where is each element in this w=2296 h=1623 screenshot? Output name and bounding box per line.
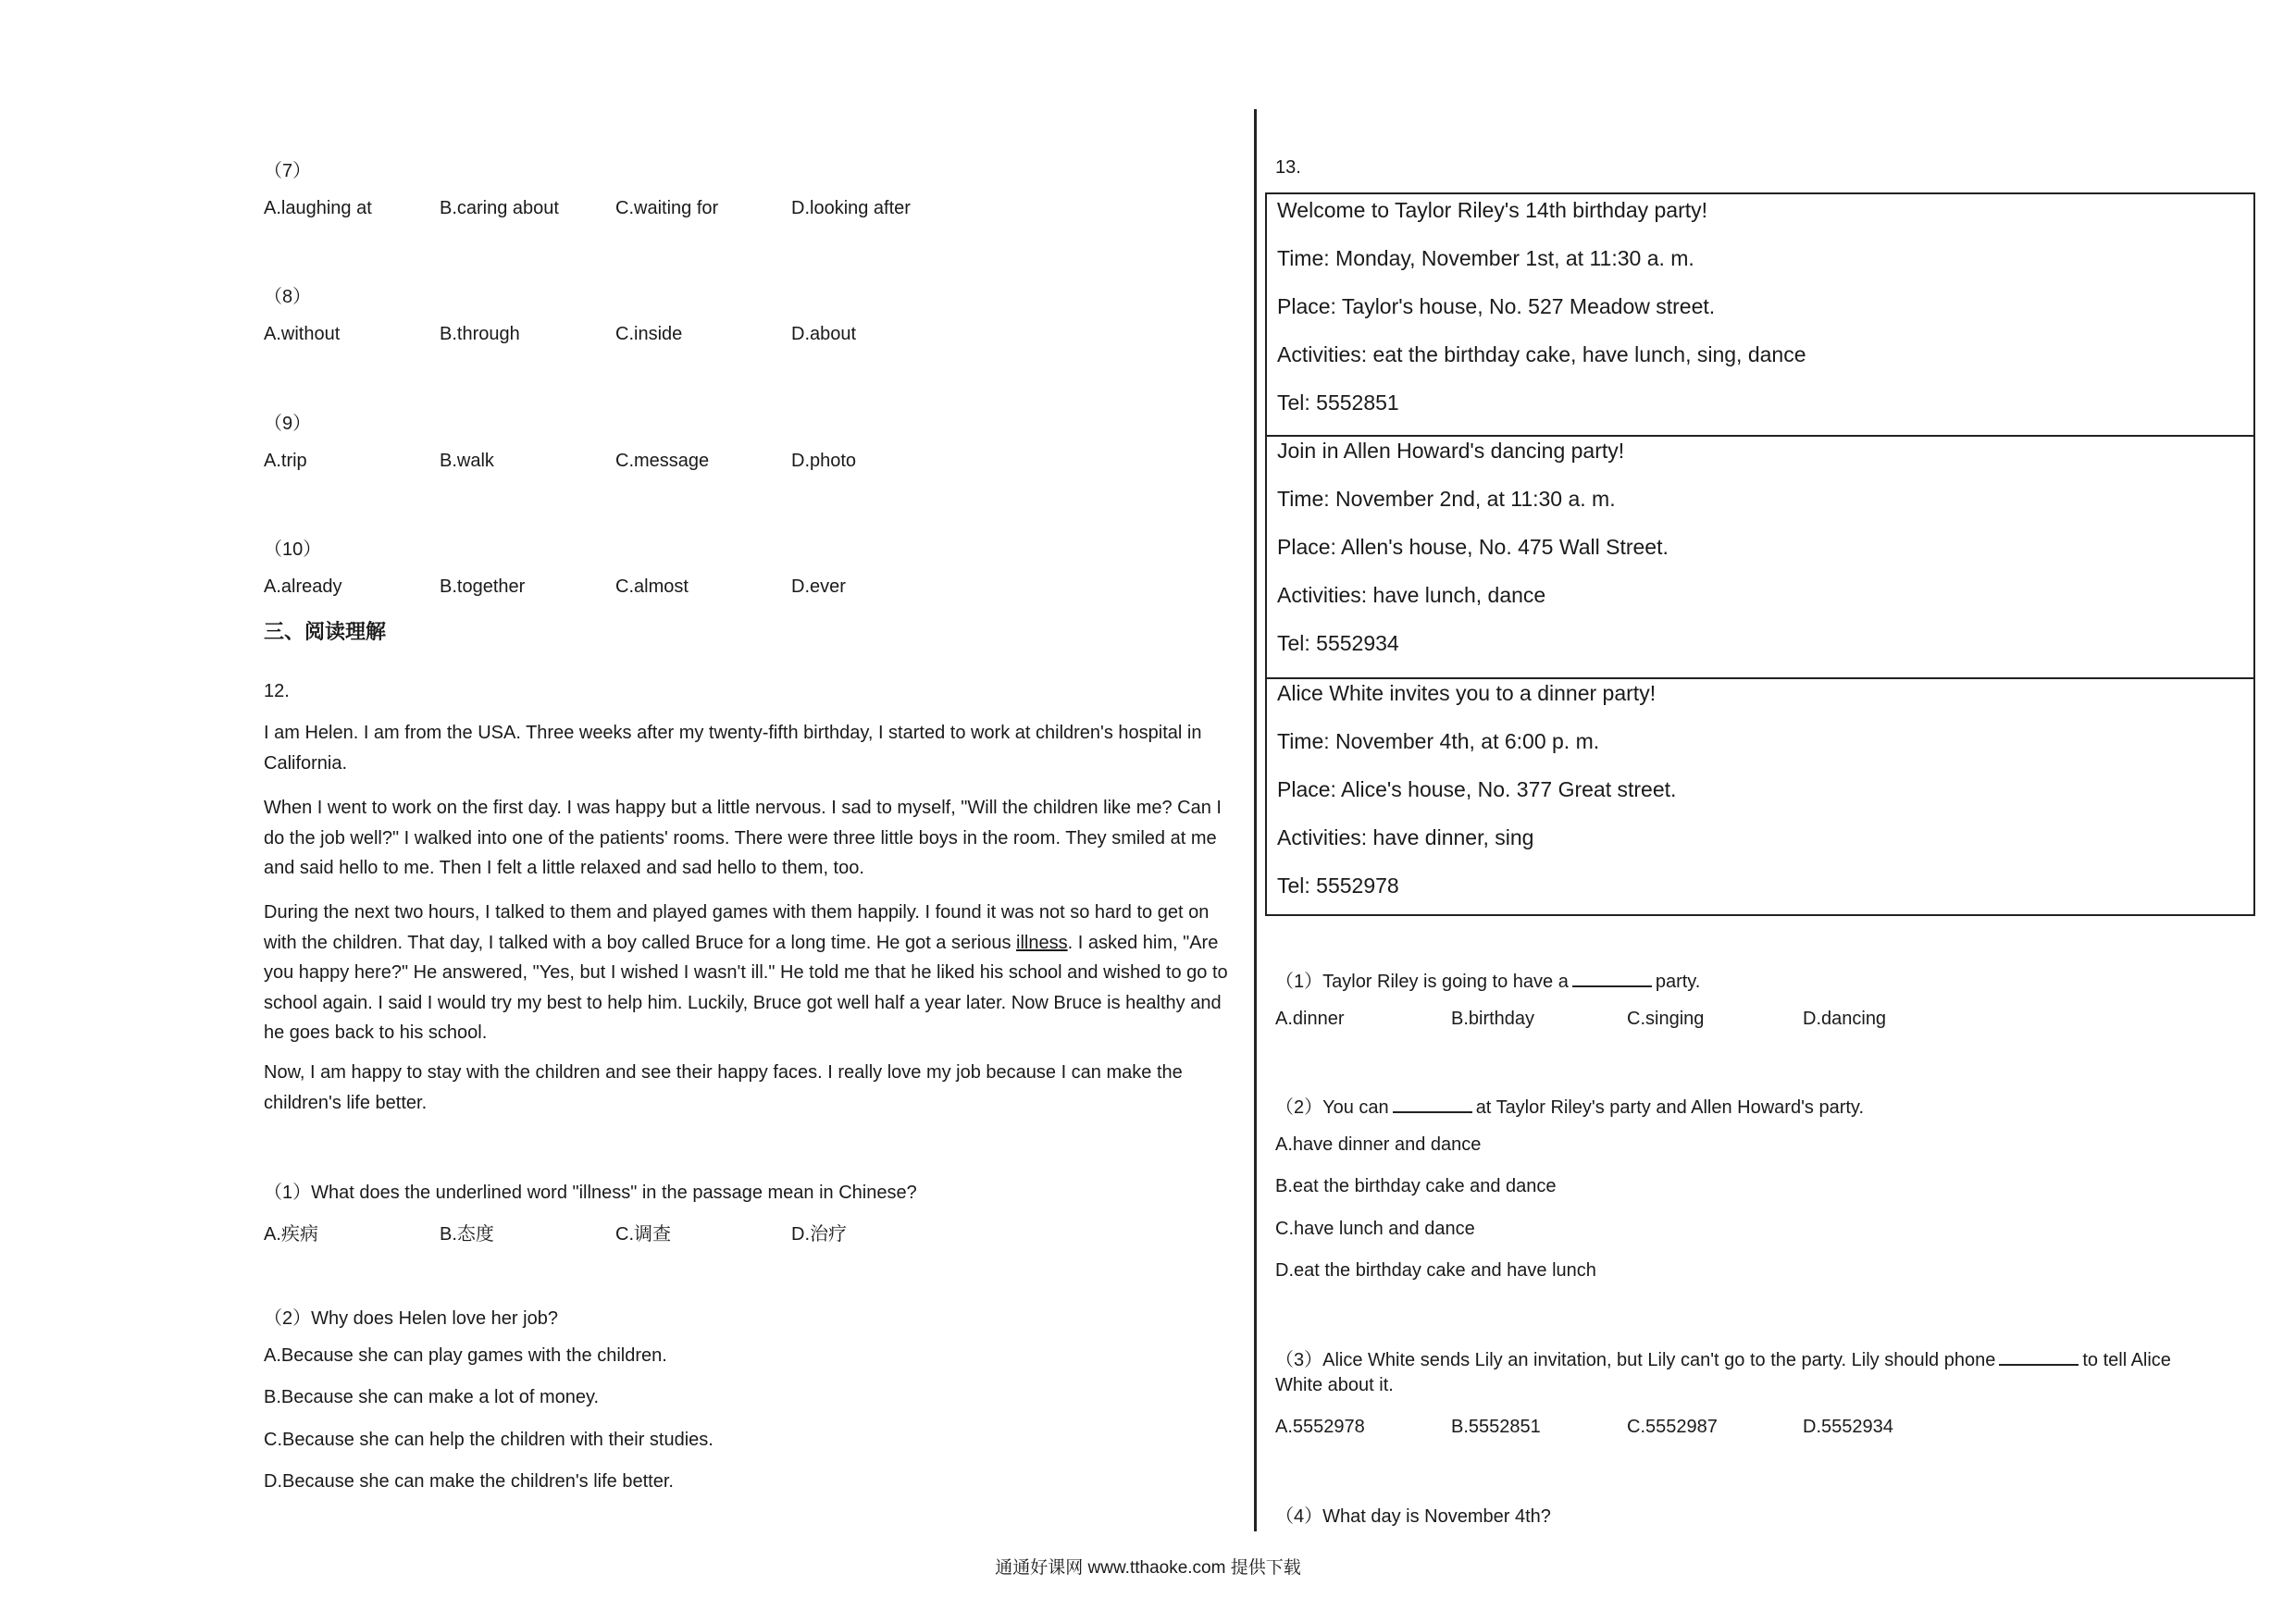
notice-allen-howard	[1267, 437, 2253, 679]
option-13-3d: D.5552934	[1803, 1417, 1893, 1437]
option-12-1a: A.疾病	[264, 1224, 318, 1245]
page-footer: 通通好课网 www.tthaoke.com 提供下载	[995, 1558, 1301, 1578]
option-7c: C.waiting for	[615, 198, 719, 218]
option-8a: A.without	[264, 324, 341, 344]
passage-paragraph-1: I am Helen. I am from the USA. Three weeks after my twenty-fifth birthday, I started to work at children's hospital in California.	[264, 723, 1202, 774]
option-13-2c: C.have lunch and dance	[1275, 1219, 1475, 1239]
option-12-2b: B.Because she can make a lot of money.	[264, 1387, 600, 1407]
question-13-3-start: （3）Alice White sends Lily an invitation, but Lily can't go to the party. Lily should phone	[1275, 1350, 1996, 1370]
option-7d: D.looking after	[791, 198, 911, 218]
notice-3-tel: Tel: 5552978	[1277, 873, 1399, 898]
notice-3-time: Time: November 4th, at 6:00 p. m.	[1277, 729, 1600, 753]
question-number-10: （10）	[264, 539, 322, 560]
notice-1-title: Welcome to Taylor Riley's 14th birthday party!	[1277, 198, 1708, 222]
passage-paragraph-3	[264, 898, 1234, 1048]
answer-blank	[1999, 1363, 2079, 1366]
notice-2-title: Join in Allen Howard's dancing party!	[1277, 439, 1625, 463]
question-12-2-text: （2）Why does Helen love her job?	[264, 1308, 558, 1329]
question-13-4-text: （4）What day is November 4th?	[1275, 1506, 1551, 1527]
notice-alice-white	[1267, 679, 2253, 916]
option-13-1b: B.birthday	[1451, 1009, 1535, 1029]
notice-1-tel: Tel: 5552851	[1277, 390, 1399, 415]
question-number-7: （7）	[264, 161, 312, 181]
passage-paragraph-4: Now, I am happy to stay with the children and see their happy faces. I really love my job because I can make the children's life better.	[264, 1062, 1183, 1113]
option-9c: C.message	[615, 451, 710, 471]
notice-taylor-riley	[1267, 194, 2253, 437]
option-10a: A.already	[264, 576, 342, 597]
option-13-2a: A.have dinner and dance	[1275, 1134, 1482, 1155]
passage-paragraph-3-start: During the next two hours, I talked to them and played games with them happily. I found it was not so hard to get on with the children. That day, I talked with a boy called Bruce for a long time. He got a serious	[264, 902, 1210, 953]
option-9b: B.walk	[440, 451, 494, 471]
notice-2-place: Place: Allen's house, No. 475 Wall Street.	[1277, 535, 1669, 559]
option-13-1d: D.dancing	[1803, 1009, 1887, 1029]
question-13-number: 13.	[1275, 157, 1301, 178]
option-13-2d: D.eat the birthday cake and have lunch	[1275, 1260, 1596, 1281]
question-13-2-start: （2）You can	[1275, 1097, 1389, 1118]
option-8c: C.inside	[615, 324, 683, 344]
option-9d: D.photo	[791, 451, 857, 471]
notice-2-tel: Tel: 5552934	[1277, 631, 1399, 655]
notice-3-place: Place: Alice's house, No. 377 Great street.	[1277, 777, 1677, 801]
option-10d: D.ever	[791, 576, 846, 597]
answer-blank	[1393, 1110, 1472, 1113]
option-8d: D.about	[791, 324, 857, 344]
option-12-1d: D.治疗	[791, 1224, 847, 1245]
option-10c: C.almost	[615, 576, 689, 597]
option-7b: B.caring about	[440, 198, 559, 218]
question-13-2-end: at Taylor Riley's party and Allen Howard's party.	[1475, 1097, 1864, 1118]
notice-1-place: Place: Taylor's house, No. 527 Meadow street.	[1277, 294, 1716, 318]
question-13-3-text-line-2: White about it.	[1275, 1375, 1394, 1395]
option-7a: A.laughing at	[264, 198, 372, 218]
question-13-1-end: party.	[1655, 972, 1701, 992]
notice-3-title: Alice White invites you to a dinner party!	[1277, 681, 1657, 705]
option-9a: A.trip	[264, 451, 307, 471]
notice-1-time: Time: Monday, November 1st, at 11:30 a. m.	[1277, 246, 1694, 270]
underlined-word-illness: illness	[1016, 932, 1068, 953]
passage-paragraph-3-end: . I asked him, "Are you happy here?" He answered, "Yes, but I wished I wasn't ill." He told me that he liked his school and wished to go to school again. I said I would try my best to help him. Luckily, Bruce got well half a year later. Now Bruce is healthy and he goes back to his school.	[264, 932, 1228, 1043]
option-13-1c: C.singing	[1627, 1009, 1705, 1029]
option-12-2d: D.Because she can make the children's life better.	[264, 1471, 674, 1492]
option-13-3a: A.5552978	[1275, 1417, 1365, 1437]
question-number-9: （9）	[264, 414, 312, 434]
option-12-2a: A.Because she can play games with the children.	[264, 1345, 667, 1366]
option-13-2b: B.eat the birthday cake and dance	[1275, 1176, 1557, 1196]
question-13-3-end: to tell Alice	[2082, 1350, 2171, 1370]
question-13-3-text	[1275, 1344, 2171, 1371]
question-13-2-text	[1275, 1092, 1864, 1119]
option-8b: B.through	[440, 324, 520, 344]
option-12-2c: C.Because she can help the children with their studies.	[264, 1430, 714, 1450]
notice-2-activities: Activities: have lunch, dance	[1277, 583, 1546, 607]
notice-3-activities: Activities: have dinner, sing	[1277, 825, 1534, 849]
option-13-1a: A.dinner	[1275, 1009, 1345, 1029]
question-13-1-start: （1）Taylor Riley is going to have a	[1275, 972, 1569, 992]
section-heading: 三、阅读理解	[264, 620, 387, 643]
answer-blank	[1572, 985, 1652, 987]
notice-2-time: Time: November 2nd, at 11:30 a. m.	[1277, 487, 1616, 511]
column-divider	[1254, 109, 1257, 1531]
option-13-3b: B.5552851	[1451, 1417, 1541, 1437]
question-13-1-text	[1275, 966, 1700, 993]
option-10b: B.together	[440, 576, 526, 597]
party-notices-table	[1265, 192, 2255, 916]
option-12-1b: B.态度	[440, 1224, 494, 1245]
question-12-number: 12.	[264, 681, 290, 701]
option-12-1c: C.调查	[615, 1224, 671, 1245]
option-13-3c: C.5552987	[1627, 1417, 1718, 1437]
passage-paragraph-2: When I went to work on the first day. I was happy but a little nervous. I sad to myself, "Will the children like me? Can I do the job well?" I walked into one of the patients' rooms. There were three little boys in the room. They smiled at me and said hello to me. Then I felt a little relaxed and sad hello to them, too.	[264, 798, 1222, 878]
notice-1-activities: Activities: eat the birthday cake, have lunch, sing, dance	[1277, 342, 1806, 366]
question-number-8: （8）	[264, 287, 312, 307]
question-12-1-text: （1）What does the underlined word "illness" in the passage mean in Chinese?	[264, 1183, 917, 1203]
